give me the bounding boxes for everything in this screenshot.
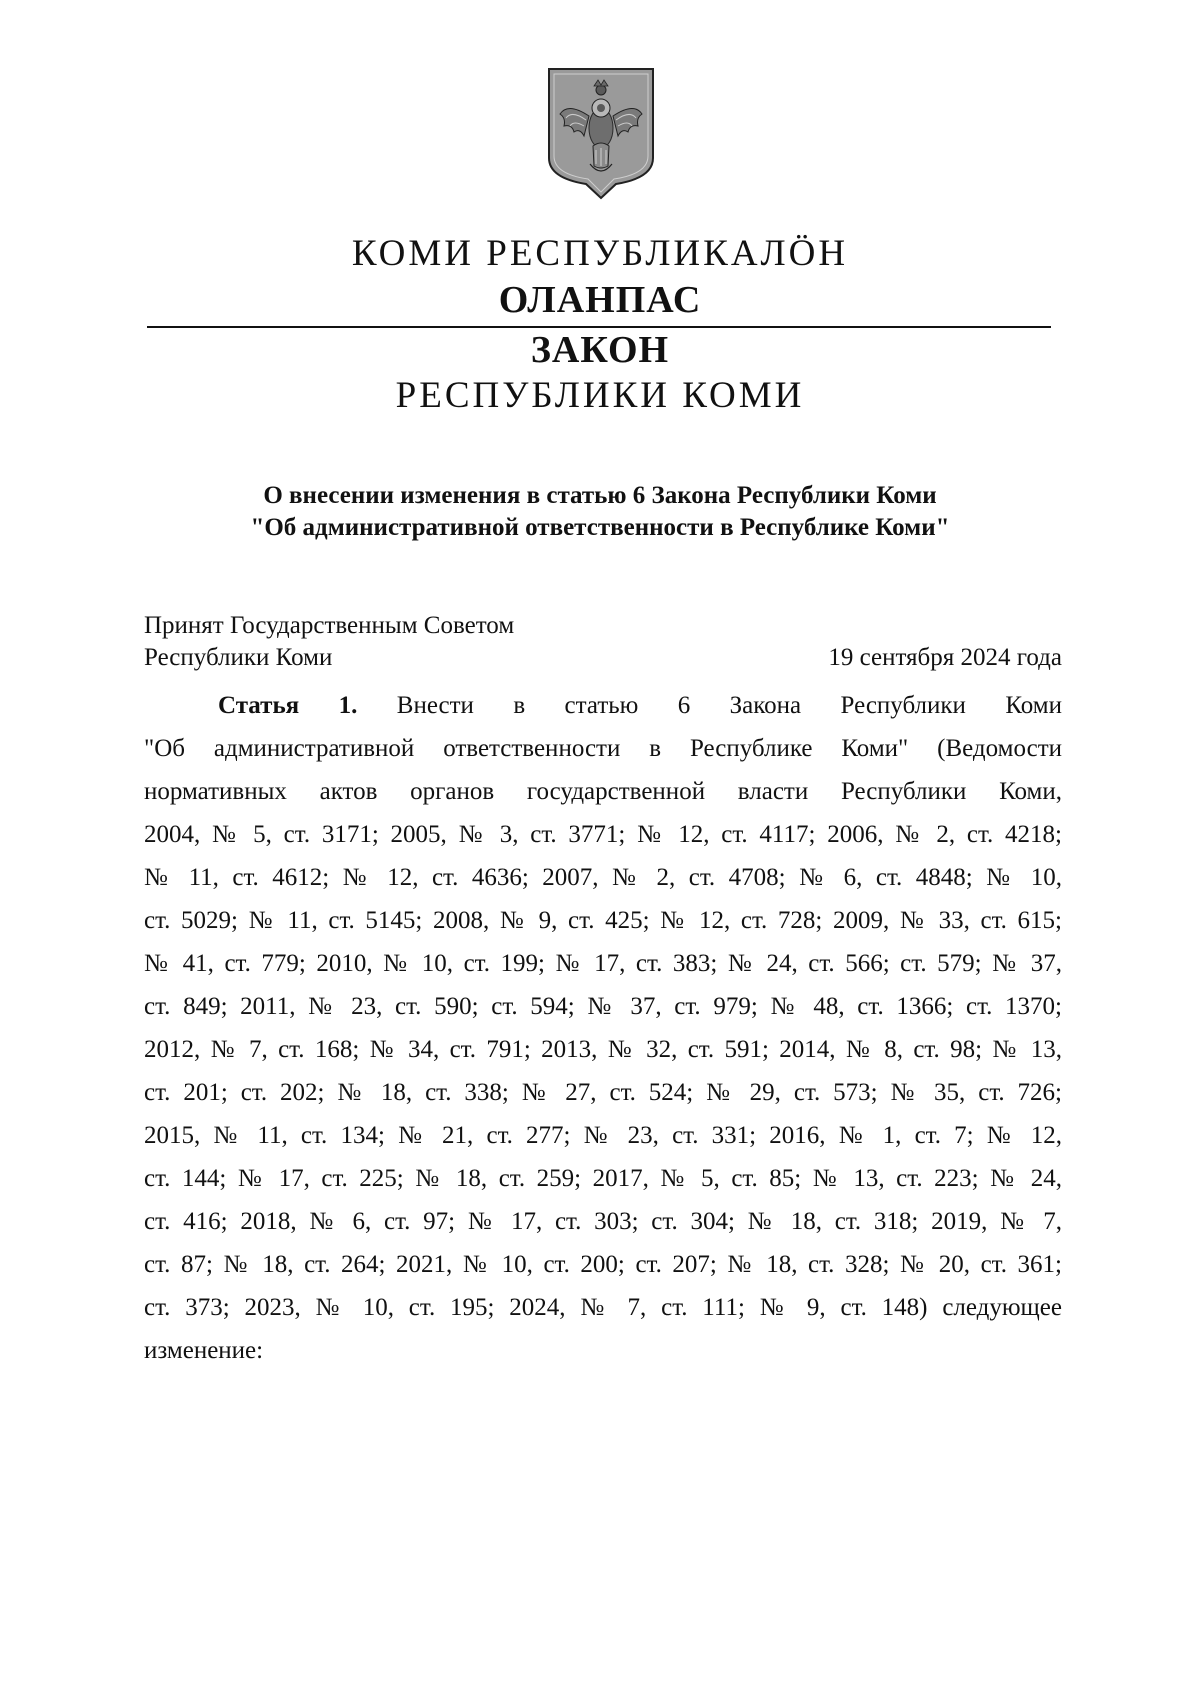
law-title-line-1: О внесении изменения в статью 6 Закона Республики Коми — [263, 482, 937, 509]
header-republic: РЕСПУБЛИКИ КОМИ — [395, 375, 805, 416]
article-line: ст. 87; № 18, ст. 264; 2021, № 10, ст. 200; ст. 207; № 18, ст. 328; № 20, ст. 361; — [144, 1251, 1062, 1278]
law-title-line-2: "Об административной ответственности в Республике Коми" — [250, 514, 950, 541]
komi-coat-of-arms-icon — [546, 66, 656, 200]
article-line: № 41, ст. 779; 2010, № 10, ст. 199; № 17, ст. 383; № 24, ст. 566; ст. 579; № 37, — [144, 950, 1062, 977]
article-line: "Об административной ответственности в Республике Коми" (Ведомости — [144, 735, 1062, 762]
article-label: Статья 1. — [218, 692, 358, 719]
article-line: изменение: — [144, 1337, 264, 1364]
article-line: ст. 373; 2023, № 10, ст. 195; 2024, № 7, ст. 111; № 9, ст. 148) следующее — [144, 1294, 1062, 1321]
article-line: 2015, № 11, ст. 134; № 21, ст. 277; № 23, ст. 331; 2016, № 1, ст. 7; № 12, — [144, 1122, 1062, 1149]
article-line: 2012, № 7, ст. 168; № 34, ст. 791; 2013, № 32, ст. 591; 2014, № 8, ст. 98; № 13, — [144, 1036, 1062, 1063]
article-line: 2004, № 5, ст. 3171; 2005, № 3, ст. 3771; № 12, ст. 4117; 2006, № 2, ст. 4218; — [144, 821, 1062, 848]
adoption-line-2: Республики Коми — [144, 644, 333, 671]
article-line: Статья 1. Внести в статью 6 Закона Республики Коми — [218, 692, 1062, 719]
header-olanpas: ОЛАНПАС — [498, 279, 702, 321]
adoption-statement — [144, 610, 514, 674]
article-line: № 11, ст. 4612; № 12, ст. 4636; 2007, № 2, ст. 4708; № 6, ст. 4848; № 10, — [144, 864, 1062, 891]
adoption-line-1: Принят Государственным Советом — [144, 612, 515, 639]
article-line: ст. 416; 2018, № 6, ст. 97; № 17, ст. 303; ст. 304; № 18, ст. 318; 2019, № 7, — [144, 1208, 1062, 1235]
adoption-date: 19 сентября 2024 года — [828, 644, 1062, 671]
article-line: нормативных актов органов государственной власти Республики Коми, — [144, 778, 1062, 805]
article-line: ст. 849; 2011, № 23, ст. 590; ст. 594; № 37, ст. 979; № 48, ст. 1366; ст. 1370; — [144, 993, 1062, 1020]
article-line: ст. 144; № 17, ст. 225; № 18, ст. 259; 2017, № 5, ст. 85; № 13, ст. 223; № 24, — [144, 1165, 1062, 1192]
article-line: ст. 5029; № 11, ст. 5145; 2008, № 9, ст. 425; № 12, ст. 728; 2009, № 33, ст. 615; — [144, 907, 1062, 934]
article-line: ст. 201; ст. 202; № 18, ст. 338; № 27, ст. 524; № 29, ст. 573; № 35, ст. 726; — [144, 1079, 1062, 1106]
header-komi-language: КОМИ РЕСПУБЛИКАЛӦН — [351, 233, 849, 274]
header-zakon: ЗАКОН — [530, 329, 670, 371]
